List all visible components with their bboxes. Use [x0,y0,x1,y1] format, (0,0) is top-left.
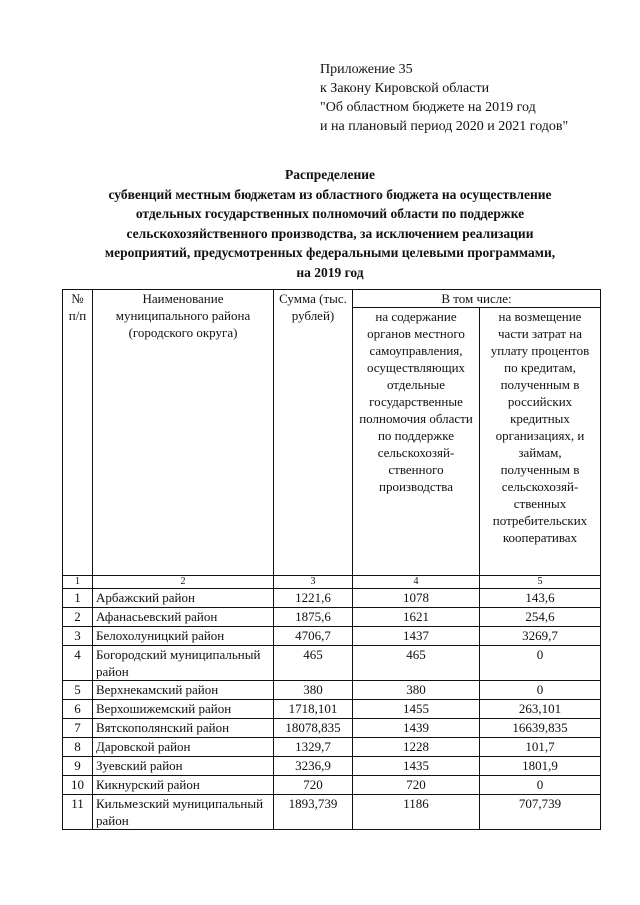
table-row [63,757,601,776]
appendix-line: к Закону Кировской области [320,81,490,96]
column-number: 4 [353,576,480,589]
header-num: № п/п [63,290,93,576]
column-number: 5 [480,576,601,589]
district-name: Арбажский район [93,589,274,608]
sum-value: 18078,835 [274,719,353,738]
appendix-line: и на плановый период 2020 и 2021 годов" [320,119,569,134]
district-name: Афанасьевский район [93,608,274,627]
appendix-line: "Об областном бюджете на 2019 год [320,100,536,115]
interest-reimbursement-value: 143,6 [480,589,601,608]
sum-value: 4706,7 [274,627,353,646]
column-number-row [63,576,601,589]
maintenance-value: 1186 [353,795,480,830]
row-number: 6 [63,700,93,719]
row-number: 4 [63,646,93,681]
row-number: 11 [63,795,93,830]
sum-value: 3236,9 [274,757,353,776]
maintenance-value: 1228 [353,738,480,757]
sum-value: 1875,6 [274,608,353,627]
title-line: Распределение [284,167,376,182]
row-number: 2 [63,608,93,627]
sum-value: 1893,739 [274,795,353,830]
table-row [63,608,601,627]
column-number: 1 [63,576,93,589]
title-line: субвенций местным бюджетам из областного бюджета на осуществление [108,186,552,202]
header-col4: на содержание органов местного самоуправления, осуществляющих отдельные государственные полномочия области по поддержке сельскохозяй-ственного производства [353,308,480,576]
sum-value: 1329,7 [274,738,353,757]
district-name: Верхнекамский район [93,681,274,700]
interest-reimbursement-value: 16639,835 [480,719,601,738]
row-number: 5 [63,681,93,700]
header-including: В том числе: [353,290,601,308]
subsidy-table [62,289,601,830]
row-number: 8 [63,738,93,757]
title-line: сельскохозяйственного производства, за исключением реализации [126,225,534,241]
district-name: Даровской район [93,738,274,757]
interest-reimbursement-value: 101,7 [480,738,601,757]
header-col5: на возмещение части затрат на уплату процентов по кредитам, полученным в российских кредитных организациях, и займам, полученным в сельскохозяй-ственных потребительских кооперативах [480,308,601,576]
appendix-line: Приложение 35 [320,62,413,77]
sum-value: 1221,6 [274,589,353,608]
appendix-note [320,60,568,136]
table-row [63,776,601,795]
table-row [63,719,601,738]
maintenance-value: 380 [353,681,480,700]
sum-value: 380 [274,681,353,700]
header-sum: Сумма (тыс. рублей) [274,290,353,576]
title-line: отдельных государственных полномочий области по поддержке [135,206,525,221]
title-line: на 2019 год [296,264,364,280]
district-name: Кикнурский район [93,776,274,795]
maintenance-value: 465 [353,646,480,681]
maintenance-value: 1439 [353,719,480,738]
interest-reimbursement-value: 1801,9 [480,757,601,776]
document-title [60,165,600,282]
maintenance-value: 1078 [353,589,480,608]
sum-value: 465 [274,646,353,681]
row-number: 1 [63,589,93,608]
column-number: 3 [274,576,353,589]
district-name: Кильмезский муниципальный район [93,795,274,830]
table-row [63,700,601,719]
district-name: Богородский муниципальный район [93,646,274,681]
interest-reimbursement-value: 263,101 [480,700,601,719]
row-number: 7 [63,719,93,738]
table-row [63,589,601,608]
interest-reimbursement-value: 0 [480,681,601,700]
sum-value: 1718,101 [274,700,353,719]
interest-reimbursement-value: 0 [480,776,601,795]
interest-reimbursement-value: 3269,7 [480,627,601,646]
interest-reimbursement-value: 707,739 [480,795,601,830]
table-row [63,681,601,700]
header-name: Наименование муниципального района (городского округа) [93,290,274,576]
column-number: 2 [93,576,274,589]
maintenance-value: 1455 [353,700,480,719]
maintenance-value: 1437 [353,627,480,646]
district-name: Зуевский район [93,757,274,776]
district-name: Верхошижемский район [93,700,274,719]
table-row [63,738,601,757]
row-number: 3 [63,627,93,646]
maintenance-value: 1435 [353,757,480,776]
table-row [63,646,601,681]
sum-value: 720 [274,776,353,795]
table-row [63,795,601,830]
maintenance-value: 1621 [353,608,480,627]
title-line: мероприятий, предусмотренных федеральными целевыми программами, [104,245,556,260]
district-name: Вятскополянский район [93,719,274,738]
table-row [63,627,601,646]
maintenance-value: 720 [353,776,480,795]
row-number: 10 [63,776,93,795]
district-name: Белохолуницкий район [93,627,274,646]
interest-reimbursement-value: 254,6 [480,608,601,627]
interest-reimbursement-value: 0 [480,646,601,681]
row-number: 9 [63,757,93,776]
